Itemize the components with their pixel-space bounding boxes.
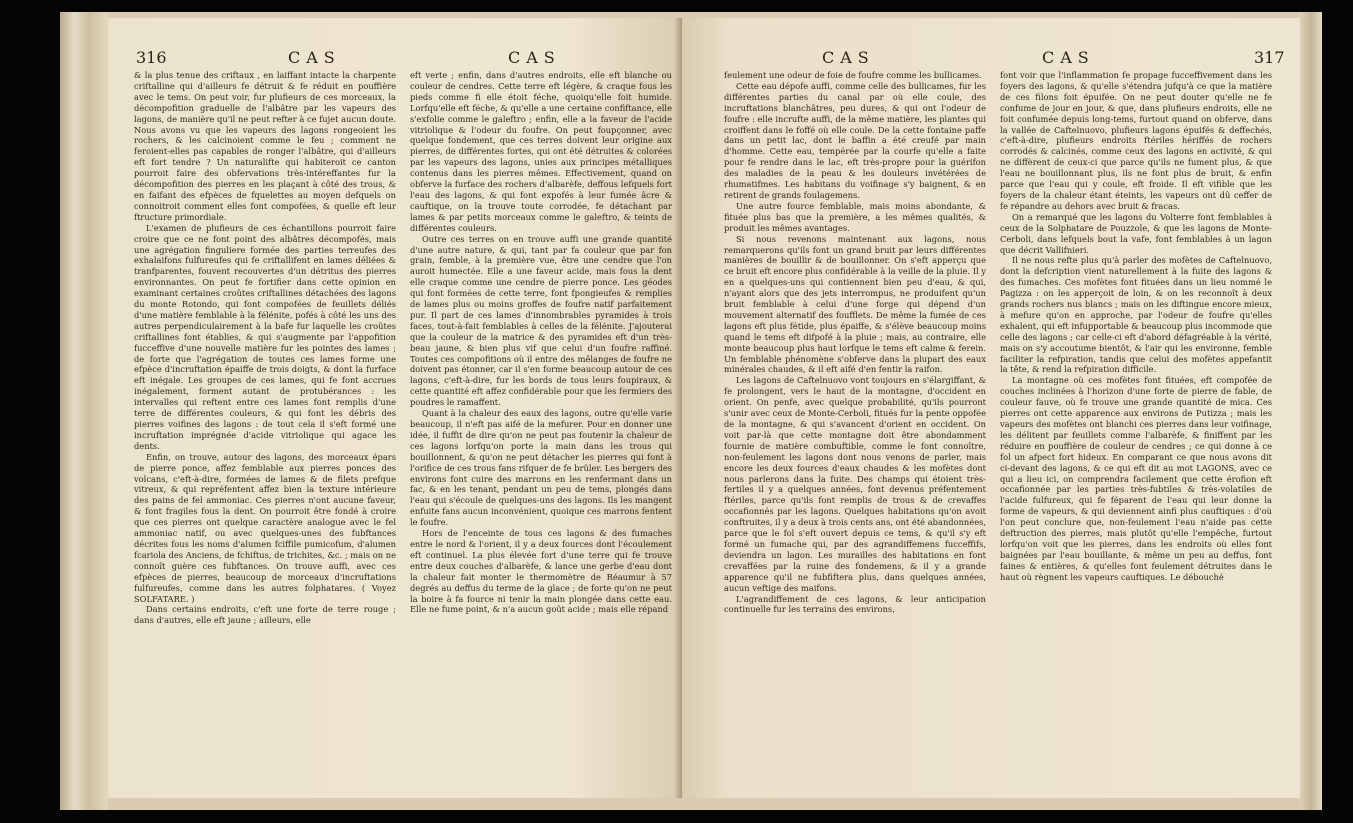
page-edges-left <box>60 12 108 810</box>
paragraph: Outre ces terres on en trouve auffi une grande quantité d'une autre nature, & qui, tant par fa couleur que par fon grain, femble, à la première vue, être une cendre que l'on auroit humectée. Elle a une faveur acide, mais fous la dent elle craque comme une cendre de pierre ponce. Les géodes qui font formées de cette terre, font fpongieufes & remplies de lames plus ou moins groffes de foufre natif parfaitement pur. Il part de ces lames d'innombrables pyramides à trois faces, tout-à-fait femblables à celles de la félénite. J'ajouterai que la couleur de la matrice & des pyramides eft d'un très-beau jaune, & bien plus vif que celui d'un foufre raffiné. Toutes ces compofitions où il entre des mêlanges de foufre ne doivent pas étonner, car il s'en forme beaucoup autour de ces lagons, c'eft-à-dire, fur les bords de tous leurs foupiraux, & cette quantité eft affez confidérable pour que les fermiers des poudres le ramaffent. <box>410 233 672 408</box>
paragraph: eft verte ; enfin, dans d'autres endroits, elle eft blanche ou couleur de cendres. Cette terre eft légère, & craque fous les pieds comme fi elle étoit féche, quoiqu'elle foit humide. Lorfqu'elle eft féche, & qu'elle a une certaine confiftance, elle s'exfolie comme le galeftro ; enfin, elle a la faveur de l'acide vitriolique & l'odeur du foufre. On peut foupçonner, avec quelque fondement, que ces terres doivent leur origine aux pierres, de différentes fortes, qui ont été détruites & colorées par les vapeurs des lagons, unies aux principes métalliques contenus dans les pierres mêmes. Effectivement, quand on obferve la furface des rochers d'albarèfe, deffous lefquels fort l'eau des lagons, & qui font expofés à leur fumée âcre & cauftique, on la trouve toute corrodée, fe détachant par lames & par petits morceaux comme le galeftro, & teints de différentes couleurs. <box>410 70 672 233</box>
paragraph: Si nous revenons maintenant aux lagons, nous remarquerons qu'ils font un grand bruit par leurs différentes manières de bouillir & de bouillonner. On s'eft apperçu que ce bruit eft encore plus confidérable à la veille de la pluie. Il y en a quelques-uns qui contiennent bien peu d'eau, & qui, n'ayant alors que des jets interrompus, ne produifent qu'un bruit femblable à celui d'une forge qui dépend d'un mouvement alternatif des foufflets. De même la fumée de ces lagons eft plus fétide, plus épaiffe, & s'élève beaucoup moins quand le tems eft difpofé à la pluie ; mais, au contraire, elle monte beaucoup plus haut lorfque le tems eft calme & ferein. Un femblable phénomène s'obferve dans la plupart des eaux minérales chaudes, & il eft aifé d'en fentir la raifon. <box>724 233 986 375</box>
text-column-1 <box>134 70 396 626</box>
paragraph: & la plus tenue des criftaux , en laiffant intacte la charpente criftalline qui d'ailleurs fe détruit & fe réduit en pouffière avec le tems. On peut voir, fur plufieurs de ces morceaux, la décompofition graduelle de l'albâtre par les vapeurs des lagons, de manière qu'il ne peut refter à ce fujet aucun doute. Nous avons vu que les vapeurs des lagons rongeoient les rochers, & les calcinoient comme le feu ; comment ne feroient-elles pas capables de ronger l'albâtre, qui d'ailleurs eft fort tendre ? Un naturalifte qui habiteroit ce canton pourroit faire des obfervations très-intéreffantes fur la décompofition des pierres en les plaçant à côté des trous, & en faifant des efpèces de fquelettes au moyen defquels on connoitroit comment elles font compofées, & quelle eft leur ftructure primordiale. <box>134 70 396 222</box>
page-edges-right <box>1300 12 1322 810</box>
paragraph: L'examen de plufieurs de ces échantillons pourroit faire croire que ce ne font point des albâtres décompofés, mais une agrégation finguliere formée des parties terreufes des exhalaifons fulfureufes qui fe criftallifent en lames déliées & tranfparentes, fouvent recouvertes d'un détritus des pierres environnantes. On peut fe fortifier dans cette opinion en examinant certaines croûtes criftallines détachées des lagons du monte Rotondo, qui font compofées de feuillets déliés d'une matière femblable à la félénite, pofés à côté les uns des autres perpendiculairement à la bafe fur laquelle les croûtes criftallines font établies, & qui s'augmente par l'appofition fucceffive d'une nouvelle matière fur les pointes des lames ; de forte que l'agrégation de toutes ces lames forme une efpèce d'incruftation épaiffe de trois doigts, & dont la furface eft inégale. Les groupes de ces lames, qui fe font accrues inégalement, forment autant de protubérances : les intervalles qui reftent entre ces lames font remplis d'une terre de différentes couleurs, & qui font les débris des pierres voifines des lagons : de tout cela il s'eft formé une incruftation imprégnée d'acide vitriolique qui agace les dents. <box>134 222 396 451</box>
paragraph: On a remarqué que les lagons du Volterre font femblables à ceux de la Solphatare de Pouzzole, & que les lagons de Monte-Cerboli, dans lefquels bout la vafe, font femblables à un lagon que décrit Vallifnieri. <box>1000 211 1272 255</box>
text-column-1 <box>724 70 986 615</box>
paragraph: Hors de l'enceinte de tous ces lagons & des fumaches entre le nord & l'orient, il y a deux fources dont l'écoulement eft continuel. La plus élevée fort d'une terre qui fe trouve entre deux couches d'albarèfe, & lance une gerbe d'eau dont la chaleur fait monter le thermomètre de Réaumur à 57 degrés au deffus du terme de la glace ; de forte qu'on ne peut la boire à fa fource ni tenir la main plongée dans cette eau. Elle ne fume point, & n'a aucun goût acide ; mais elle répand <box>410 528 672 615</box>
page-number: 317 <box>1254 48 1285 67</box>
text-column-2 <box>410 70 672 615</box>
text-column-2 <box>1000 70 1272 583</box>
paragraph: Il ne nous refte plus qu'à parler des mofètes de Caftelnuovo, dont la defcription vient naturellement à la fuite des lagons & des fumaches. Ces mofètes font fituées dans un lieu nommé le Pagizza : on les apperçoit de loin, & on les reconnoît à deux grands rochers nus blancs ; mais on les diftingue encore mieux, à mefure qu'on en approche, par l'odeur de foufre qu'elles exhalent, qui eft infupportable & beaucoup plus incommode que celle des lagons ; car celle-ci eft d'abord défagréable à la vérité, mais on s'y accoutume bientôt, & l'air qui les environne, femble faciliter la refpiration, tandis que celui des mofètes appefantit la tête, & rend la refpiration difficile. <box>1000 255 1272 375</box>
right-page <box>682 18 1300 798</box>
running-header: CAS <box>508 48 561 67</box>
left-page <box>108 18 682 798</box>
running-header: CAS <box>1042 48 1095 67</box>
paragraph: Quant à la chaleur des eaux des lagons, outre qu'elle varie beaucoup, il n'eft pas aifé de la mefurer. Pour en donner une idée, il fuffit de dire qu'on ne peut pas foutenir la chaleur de ces lagons lorfqu'on porte la main dans les trous qui bouillonnent, & qu'on ne peut détacher les pierres qui font à l'orifice de ces trous fans rifquer de fe brûler. Les bergers des environs font cuire des marrons en les renfermant dans un fac, & en les tenant, pendant un peu de tems, plongés dans l'eau qui s'écoule de quelques-uns des lagons. Ils les mangent enfuite fans aucun inconvénient, quoique ces marrons fentent le foufre. <box>410 408 672 528</box>
running-header: CAS <box>822 48 875 67</box>
paragraph: L'agrandiffement de ces lagons, & leur anticipation continuelle fur les terrains des environs, <box>724 593 986 615</box>
paragraph: font voir que l'inflammation fe propage fucceffivement dans les foyers des lagons, & qu'elle s'étendra jufqu'à ce que la matière de ces filons foit épuifée. On ne peut douter qu'elle ne fe confume de jour en jour, & que, dans plufieurs endroits, elle ne foit confumée depuis long-tems, furtout quand on obferve, dans la vallée de Caftelnuovo, plufieurs lagons épuifés & deffechés, c'eft-à-dire, plufieurs endroits ftériles hériffés de rochers corrodés & calcinés, comme ceux des lagons en activité, & qui ne diffèrent de ceux-ci que parce qu'ils ne fument plus, & que l'eau ne bouillonnant plus, ils ne font plus de bruit, & enfin parce que l'eau qui y coule, eft froide. Il eft vifible que les foyers de la chaleur étant éteints, les vapeurs ont dû ceffer de fe répandre au dehors avec bruit & fracas. <box>1000 70 1272 211</box>
running-header: CAS <box>288 48 341 67</box>
page-number: 316 <box>136 48 167 67</box>
paragraph: feulement une odeur de foie de foufre comme les bullicames. <box>724 70 982 80</box>
paragraph: Dans certains endroits, c'eft une forte de terre rouge ; dans d'autres, elle eft jaune ; ailleurs, elle <box>134 604 396 626</box>
paragraph: Les lagons de Caftelnuovo vont toujours en s'élargiffant, & fe prolongent, vers le haut de la montagne, d'occident en orient. On penfe, avec quelque probabilité, qu'ils pourront s'unir avec ceux de Monte-Cerboli, fitués fur la pente oppofée de la montagne, & qui s'avancent d'orient en occident. On voit par-là que cette montagne doit être abondamment fournie de matière combuftible, comme le font connoître, non-feulement les lagons dont nous venons de parler, mais encore les deux fources d'eaux chaudes & les mofètes dont nous parlerons dans la fuite. Des champs qui étoient très-fertiles il y a quelques années, font devenus préfentement ftériles, parce qu'ils font remplis de trous & de crevaffes occafionnés par les lagons. Quelques habitations qu'on avoit conftruites, il y a deux à trois cents ans, ont été abandonnées, parce que le fol s'eft ouvert depuis ce tems, & qu'il s'y eft formé un fumache qui, par des agrandiffemens fucceffifs, deviendra un lagon. Les murailles des habitations en font crevaffées par la ruine des fondemens, & il y a grande apparence qu'il ne fubfiftera plus, dans quelques années, aucun veftige des maifons. <box>724 375 986 593</box>
paragraph: Enfin, on trouve, autour des lagons, des morceaux épars de pierre ponce, affez femblable aux pierres ponces des volcans, c'eft-à-dire, formées de lames & de filets prefque vitreux, & qui repréfentent affez bien la texture intérieure des pains de fel ammoniac. Ces pierres n'ont aucune faveur, & font fragiles fous la dent. On pourroit être fondé à croire que ces pierres ont quelque caractère analogue avec le fel ammoniac natif, ou avec quelques-unes des fubftances décrites fous les noms d'alumen fciffile pumicofum, d'alumen fcariola des Anciens, de fchiftus, de trichites, &c. ; mais on ne connoît guère ces fubftances. On trouve auffi, avec ces efpèces de pierres, beaucoup de morceaux d'incruftations fulfureufes, comme dans les autres folphatares. ( Voyez SOLFATARE. ) <box>134 451 396 604</box>
paragraph: Une autre fource femblable, mais moins abondante, & fituée plus bas que la première, a les mêmes qualités, & produit les mêmes avantages. <box>724 200 986 233</box>
paragraph: La montagne où ces mofètes font fituées, eft compofée de couches inclinées à l'horizon d'une forte de pierre de fable, de couleur fauve, où fe trouve une grande quantité de mica. Ces pierres ont cette apparence aux environs de Putizza ; mais les vapeurs des mofètes ont blanchi ces pierres dans leur voifinage, les délitent par feuillets comme l'albarèfe, & finiffent par les réduire en pouffière de couleur de cendres ; ce qui donne à ce fol un afpect fort hideux. En comparant ce que nous avons dit ci-devant des lagons, & ce qui eft dit au mot LAGONS, avec ce qui a lieu ici, on comprendra facilement que cette érofion eft occafionnée par les parties très-fubtiles & très-volatiles de l'acide fulfureux, qui fe féparent de l'eau qui leur donne la forme de vapeurs, & qui deviennent ainfi plus cauftiques : d'où l'on peut conclure que, non-feulement l'eau n'aide pas cette deftruction des pierres, mais plutôt qu'elle l'empêche, furtout lorfqu'on voit que les pierres, dans les endroits où elles font baignées par l'eau bouillante, & même un peu au deffus, font faines & entières, & qu'elles font feulement détruites dans le haut où règnent les vapeurs cauftiques. Le débouché <box>1000 375 1272 582</box>
paragraph: Cette eau dépofe auffi, comme celle des bullicames, fur les différentes parties du canal par où elle coule, des incruftations blanchâtres, peu dures, & qui ont l'odeur de foufre : elle incrufte auffi, de la même matière, les plantes qui croiffent dans le foffé où elle coule. De la cette fontaine paffe dans un petit lac, dont le baffin a été creufé par main d'homme. Cette eau, tempérée par la courfe qu'elle a faite pour fe rendre dans le lac, eft très-propre pour la guérifon des maladies de la peau & les douleurs invétérées de rhumatifmes. Les habitans du voifinage s'y baignent, & en retirent de grands foulagemens. <box>724 80 986 200</box>
